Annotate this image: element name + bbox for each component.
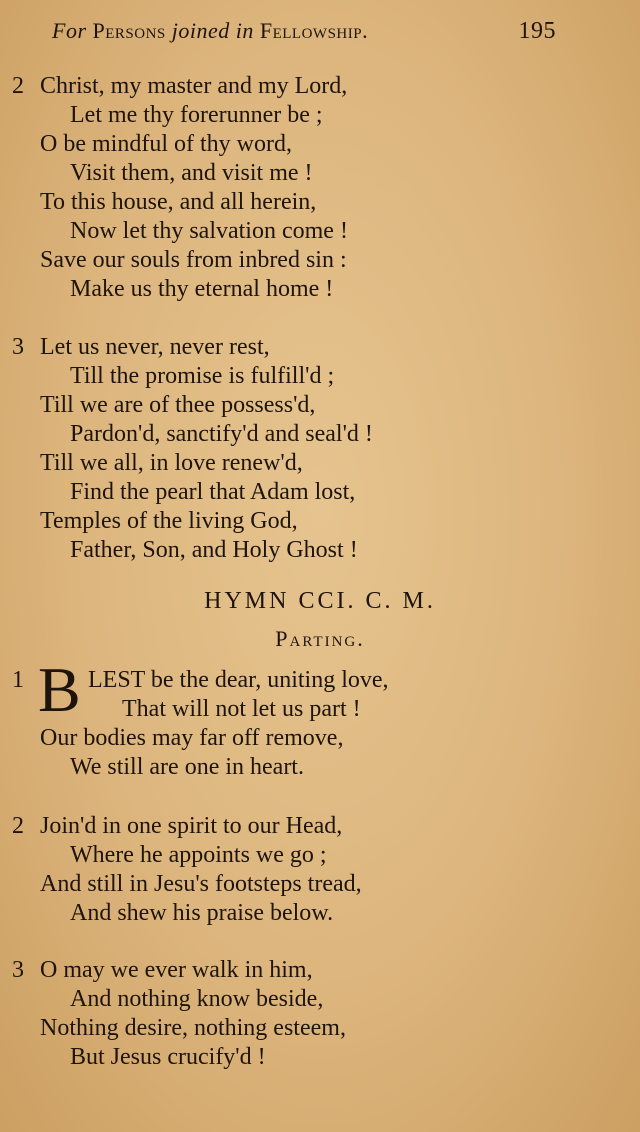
- verse-line: Temples of the living God,: [40, 508, 298, 534]
- verse-line: Visit them, and visit me !: [70, 160, 313, 186]
- verse-line: Let me thy forerunner be ;: [70, 102, 323, 128]
- verse-line: We still are one in heart.: [70, 754, 304, 780]
- verse-line: Where he appoints we go ;: [70, 842, 327, 868]
- verse-number: 3: [12, 957, 24, 983]
- page-number: 195: [518, 18, 556, 44]
- verse-line: Let us never, never rest,: [40, 334, 270, 360]
- verse-line: Make us thy eternal home !: [70, 276, 334, 302]
- verse-line: Now let thy salvation come !: [70, 218, 348, 244]
- verse-line: Join'd in one spirit to our Head,: [40, 813, 343, 839]
- verse-number: 3: [12, 334, 24, 360]
- verse-line: That will not let us part !: [122, 696, 361, 722]
- running-title: [52, 18, 368, 44]
- running-header: [52, 18, 556, 52]
- verse-line: And shew his praise below.: [70, 900, 334, 926]
- verse-line: LEST be the dear, uniting love,: [88, 667, 389, 693]
- running-title-for: For: [52, 18, 87, 43]
- verse-line: Find the pearl that Adam lost,: [70, 479, 356, 505]
- verse-line: And nothing know beside,: [70, 986, 324, 1012]
- hymn-title: HYMN CCI. C. M.: [204, 588, 436, 614]
- verse-line: Save our souls from inbred sin :: [40, 247, 347, 273]
- running-title-persons: Persons: [92, 18, 166, 43]
- verse-line: Father, Son, and Holy Ghost !: [70, 537, 358, 563]
- verse-line: Christ, my master and my Lord,: [40, 73, 348, 99]
- verse-line: O may we ever walk in him,: [40, 957, 313, 983]
- running-title-joined: joined in: [171, 18, 254, 43]
- verse-line: But Jesus crucify'd !: [70, 1044, 266, 1070]
- verse-line: And still in Jesu's footsteps tread,: [40, 871, 362, 897]
- verse-line: Pardon'd, sanctify'd and seal'd !: [70, 421, 373, 447]
- verse-line: Nothing desire, nothing esteem,: [40, 1015, 346, 1041]
- verse-number: 2: [12, 73, 24, 99]
- verse-line: Till we are of thee possess'd,: [40, 392, 316, 418]
- verse-line: Till we all, in love renew'd,: [40, 450, 303, 476]
- verse-line: Our bodies may far off remove,: [40, 725, 344, 751]
- verse-number: 1: [12, 667, 24, 693]
- running-title-fellowship: Fellowship.: [259, 18, 369, 43]
- drop-cap: B: [38, 654, 81, 725]
- verse-line: Till the promise is fulfill'd ;: [70, 363, 335, 389]
- hymn-subtitle: Parting.: [275, 626, 365, 651]
- verse-number: 2: [12, 813, 24, 839]
- verse-line: To this house, and all herein,: [40, 189, 317, 215]
- verse-line: O be mindful of thy word,: [40, 131, 292, 157]
